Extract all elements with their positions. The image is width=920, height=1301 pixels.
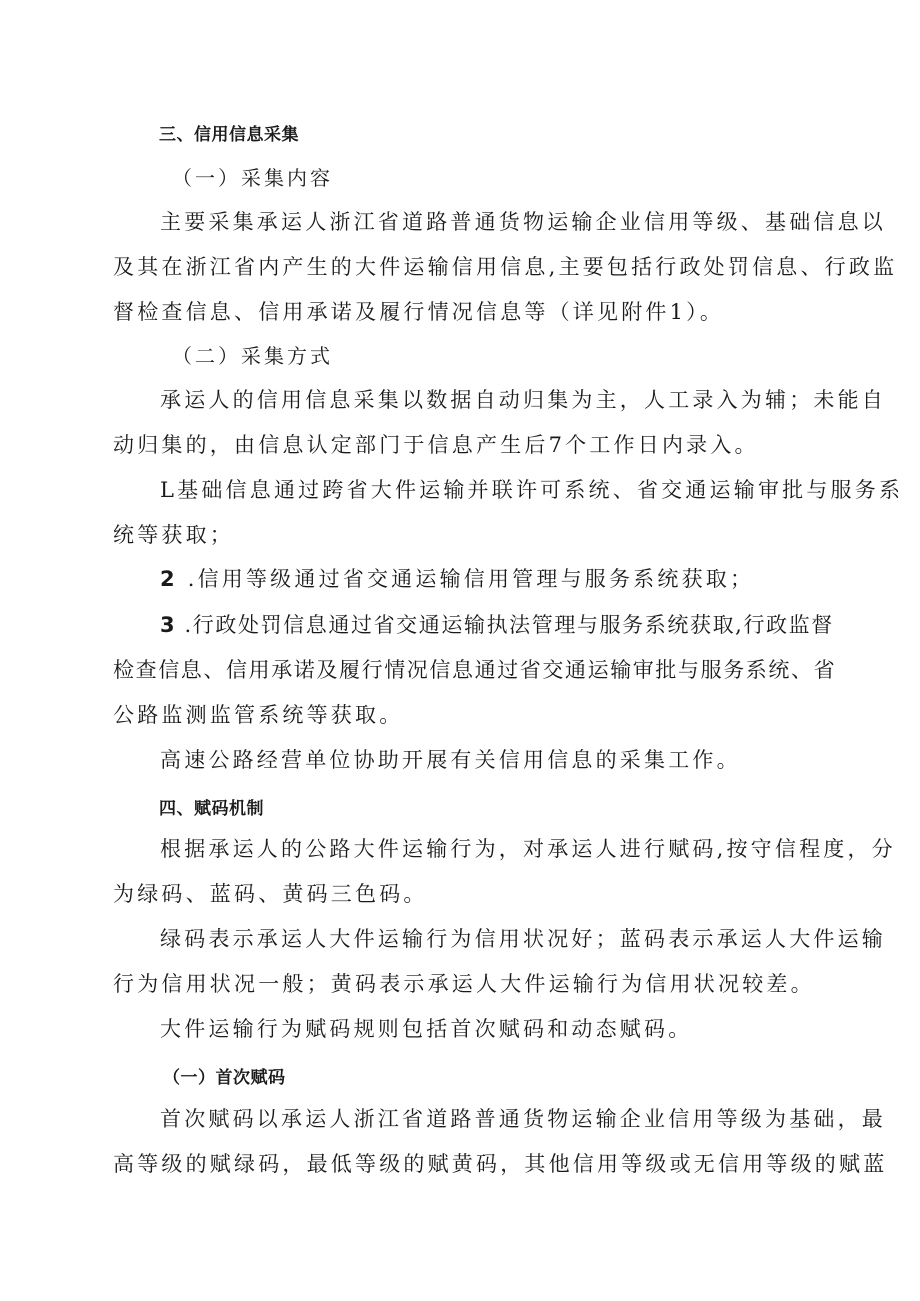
- subsection-collection-method-heading: （二）采集方式: [172, 344, 333, 368]
- paragraph-line: 及其在浙江省内产生的大件运输信用信息,主要包括行政处罚信息、行政监: [113, 255, 898, 279]
- list-item-line: [160, 610, 834, 640]
- list-item-line: 检查信息、信用承诺及履行情况信息通过省交通运输审批与服务系统、省: [113, 658, 837, 682]
- subsection-initial-coding-heading: （一）首次赋码: [163, 1068, 286, 1088]
- section-3-heading: 三、信用信息采集: [159, 125, 299, 145]
- paragraph-line: 督检查信息、信用承诺及履行情况信息等（详见附件1）。: [113, 300, 725, 324]
- list-item-line: 公路监测监管系统等获取。: [113, 703, 404, 727]
- list-item-line: [160, 564, 754, 594]
- list-item-line: 统等获取；: [113, 523, 234, 547]
- paragraph-line: 绿码表示承运人大件运输行为信用状况好；蓝码表示承运人大件运输: [160, 927, 886, 951]
- paragraph-line: 高速公路经营单位协助开展有关信用信息的采集工作。: [160, 748, 741, 772]
- paragraph-line: 主要采集承运人浙江省道路普通货物运输企业信用等级、基础信息以: [160, 210, 886, 234]
- list-number: 2: [160, 567, 178, 591]
- paragraph-line: 首次赋码以承运人浙江省道路普通货物运输企业信用等级为基础，最: [160, 1107, 886, 1131]
- list-item-line: L基础信息通过跨省大件运输并联许可系统、省交通运输审批与服务系: [160, 478, 904, 502]
- paragraph-line: 为绿码、蓝码、黄码三色码。: [113, 882, 428, 906]
- paragraph-line: 大件运输行为赋码规则包括首次赋码和动态赋码。: [160, 1017, 693, 1041]
- paragraph-line: 高等级的赋绿码，最低等级的赋黄码，其他信用等级或无信用等级的赋蓝: [113, 1152, 888, 1176]
- list-item-text: .行政处罚信息通过省交通运输执法管理与服务系统获取,行政监督: [184, 613, 834, 637]
- section-4-heading: 四、赋码机制: [159, 799, 264, 819]
- subsection-collection-content-heading: （一）采集内容: [172, 166, 333, 190]
- paragraph-line: 动归集的，由信息认定部门于信息产生后7个工作日内录入。: [113, 433, 759, 457]
- list-number: 3: [160, 613, 177, 637]
- paragraph-line: 承运人的信用信息采集以数据自动归集为主，人工录入为辅；未能自: [160, 388, 886, 412]
- list-item-text: .信用等级通过省交通运输信用管理与服务系统获取；: [187, 567, 755, 591]
- paragraph-line: 根据承运人的公路大件运输行为，对承运人进行赋码,按守信程度，分: [160, 837, 896, 861]
- paragraph-line: 行为信用状况一般；黄码表示承运人大件运输行为信用状况较差。: [113, 972, 815, 996]
